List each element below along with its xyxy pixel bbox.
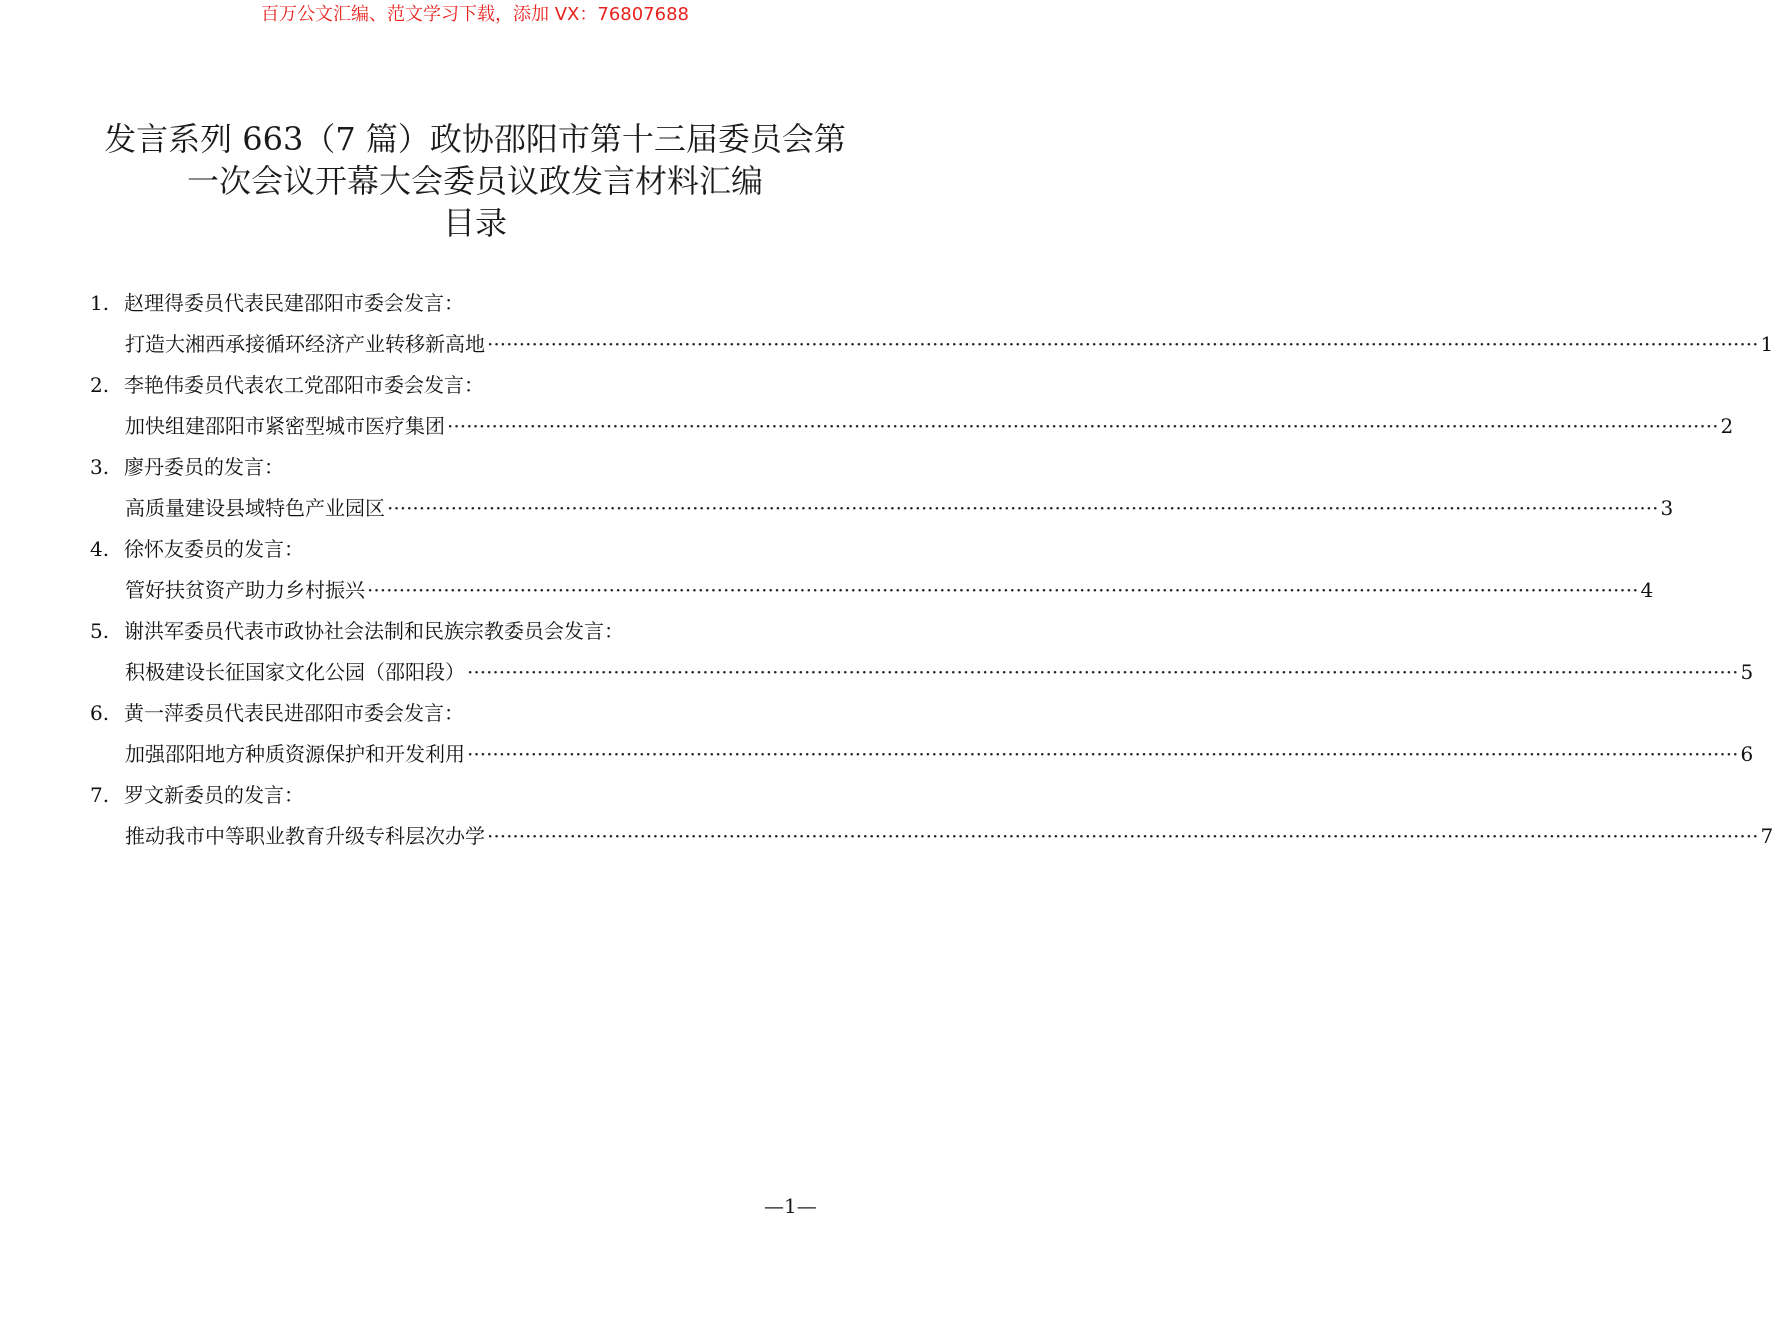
toc-number: 6.	[90, 701, 110, 725]
toc-topic: 加强邵阳地方种质资源保护和开发利用	[125, 742, 465, 766]
toc-topic: 推动我市中等职业教育升级专科层次办学	[125, 824, 485, 848]
title-line-3: 目录	[442, 204, 507, 242]
toc-speaker-text: 徐怀友委员的发言：	[124, 537, 304, 561]
toc-topic: 积极建设长征国家文化公园（邵阳段）	[125, 660, 465, 684]
toc-number: 2.	[90, 373, 110, 397]
toc-leader-dots: ········································································································································································································	[487, 332, 1759, 356]
toc-leader-dots: ········································································································································································································	[447, 414, 1719, 438]
toc-entry-3	[90, 450, 1674, 532]
title-line-1: 发言系列 663（7 篇）政协邵阳市第十三届委员会第	[104, 120, 846, 158]
toc-page-number: 3	[1660, 496, 1674, 520]
toc-topic-line[interactable]	[90, 573, 1654, 614]
toc-speaker-text: 谢洪军委员代表市政协社会法制和民族宗教委员会发言：	[124, 619, 624, 643]
toc-topic: 管好扶贫资产助力乡村振兴	[125, 578, 365, 602]
toc-leader-dots: ········································································································································································································	[487, 824, 1759, 848]
toc-number: 5.	[90, 619, 110, 643]
toc-topic: 高质量建设县域特色产业园区	[125, 496, 385, 520]
toc-page-number: 6	[1740, 742, 1754, 766]
toc-speaker-text: 廖丹委员的发言：	[124, 455, 284, 479]
toc-speaker	[90, 614, 860, 655]
toc-speaker-text: 黄一萍委员代表民进邵阳市委会发言：	[124, 701, 464, 725]
toc-topic-line[interactable]	[90, 655, 1754, 696]
toc-page-number: 5	[1740, 660, 1754, 684]
toc-speaker-text: 赵理得委员代表民建邵阳市委会发言：	[124, 291, 464, 315]
toc-speaker	[90, 450, 860, 491]
toc-topic-line[interactable]	[90, 409, 1734, 450]
toc-leader-dots: ········································································································································································································	[467, 660, 1739, 684]
table-of-contents	[90, 286, 1773, 860]
toc-page-number: 4	[1640, 578, 1654, 602]
toc-speaker-text: 李艳伟委员代表农工党邵阳市委会发言：	[124, 373, 484, 397]
toc-page-number: 7	[1760, 824, 1773, 848]
title-line-2: 一次会议开幕大会委员议政发言材料汇编	[186, 162, 763, 200]
toc-entry-6	[90, 696, 1754, 778]
toc-entry-1	[90, 286, 1773, 368]
toc-entry-4	[90, 532, 1654, 614]
toc-topic-line[interactable]	[90, 819, 1773, 860]
toc-entry-5	[90, 614, 1754, 696]
toc-entry-2	[90, 368, 1734, 450]
toc-page-number: 2	[1720, 414, 1734, 438]
toc-speaker	[90, 532, 860, 573]
toc-leader-dots: ········································································································································································································	[367, 578, 1639, 602]
toc-number: 3.	[90, 455, 110, 479]
toc-speaker	[90, 778, 860, 819]
document-title	[40, 118, 910, 244]
toc-topic-line[interactable]	[90, 737, 1754, 778]
watermark-banner: 百万公文汇编、范文学习下载，添加 VX：76807688	[261, 4, 689, 25]
toc-speaker	[90, 696, 860, 737]
toc-topic-line[interactable]	[90, 491, 1674, 532]
toc-topic: 加快组建邵阳市紧密型城市医疗集团	[125, 414, 445, 438]
toc-speaker-text: 罗文新委员的发言：	[124, 783, 304, 807]
toc-speaker	[90, 368, 860, 409]
toc-leader-dots: ········································································································································································································	[467, 742, 1739, 766]
toc-speaker	[90, 286, 860, 327]
toc-entry-7	[90, 778, 1773, 860]
toc-number: 1.	[90, 291, 110, 315]
toc-number: 4.	[90, 537, 110, 561]
toc-number: 7.	[90, 783, 110, 807]
toc-topic-line[interactable]	[90, 327, 1773, 368]
toc-leader-dots: ········································································································································································································	[387, 496, 1659, 520]
toc-page-number: 1	[1760, 332, 1773, 356]
toc-topic: 打造大湘西承接循环经济产业转移新高地	[125, 332, 485, 356]
page-number-footer: —1—	[764, 1194, 817, 1218]
